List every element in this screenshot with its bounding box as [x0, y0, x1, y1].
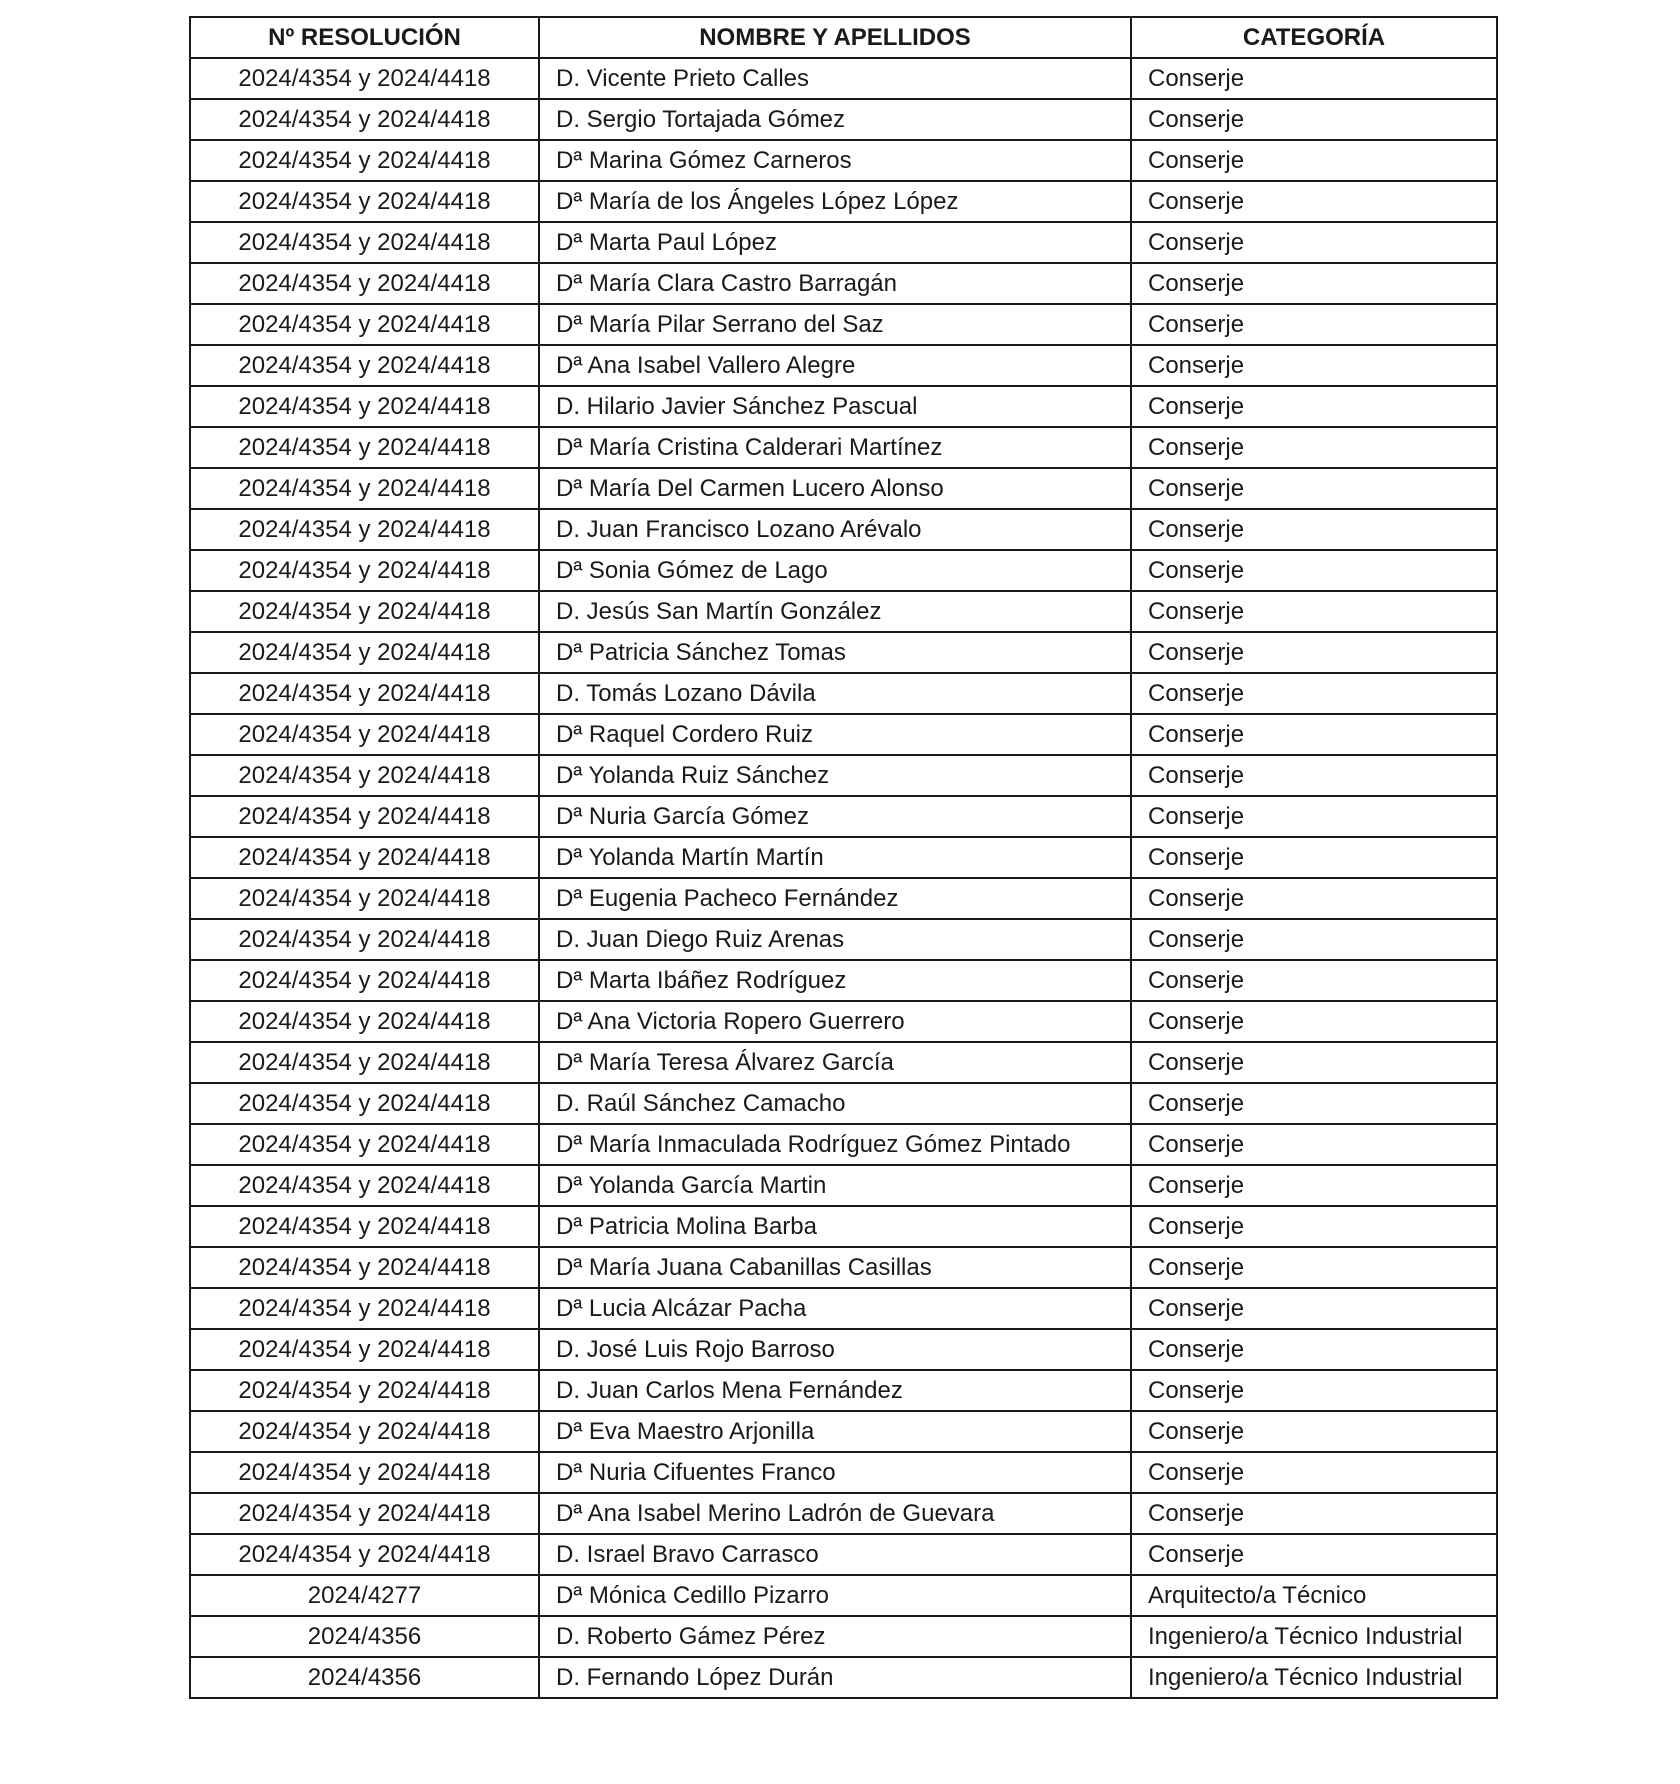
category-cell: Conserje [1131, 1534, 1497, 1575]
name-cell: D. Hilario Javier Sánchez Pascual [539, 386, 1131, 427]
category-cell: Conserje [1131, 960, 1497, 1001]
name-cell: D. Vicente Prieto Calles [539, 58, 1131, 99]
category-cell: Conserje [1131, 1165, 1497, 1206]
category-cell: Conserje [1131, 1411, 1497, 1452]
name-cell: Dª María Cristina Calderari Martínez [539, 427, 1131, 468]
name-cell: Dª María Del Carmen Lucero Alonso [539, 468, 1131, 509]
name-cell: D. Juan Carlos Mena Fernández [539, 1370, 1131, 1411]
resolution-cell: 2024/4354 y 2024/4418 [190, 1329, 539, 1370]
category-cell: Conserje [1131, 509, 1497, 550]
name-cell: D. Roberto Gámez Pérez [539, 1616, 1131, 1657]
category-cell: Conserje [1131, 386, 1497, 427]
resolution-cell: 2024/4354 y 2024/4418 [190, 1001, 539, 1042]
category-cell: Conserje [1131, 1206, 1497, 1247]
name-cell: D. Fernando López Durán [539, 1657, 1131, 1698]
name-cell: Dª María Juana Cabanillas Casillas [539, 1247, 1131, 1288]
table-row [190, 1165, 1497, 1206]
category-cell: Conserje [1131, 878, 1497, 919]
name-cell: Dª Nuria Cifuentes Franco [539, 1452, 1131, 1493]
table-row [190, 1411, 1497, 1452]
table-row [190, 1534, 1497, 1575]
table-row [190, 878, 1497, 919]
category-cell: Conserje [1131, 345, 1497, 386]
table-row [190, 1657, 1497, 1698]
name-cell: Dª Marta Ibáñez Rodríguez [539, 960, 1131, 1001]
table-row [190, 919, 1497, 960]
table-row [190, 427, 1497, 468]
name-cell: Dª María Teresa Álvarez García [539, 1042, 1131, 1083]
category-cell: Arquitecto/a Técnico [1131, 1575, 1497, 1616]
name-cell: D. Israel Bravo Carrasco [539, 1534, 1131, 1575]
resolution-cell: 2024/4356 [190, 1616, 539, 1657]
name-cell: Dª Yolanda Ruiz Sánchez [539, 755, 1131, 796]
table-row [190, 1493, 1497, 1534]
resolution-cell: 2024/4354 y 2024/4418 [190, 140, 539, 181]
table-row [190, 304, 1497, 345]
category-cell: Conserje [1131, 714, 1497, 755]
name-cell: D. Juan Diego Ruiz Arenas [539, 919, 1131, 960]
table-row [190, 960, 1497, 1001]
name-cell: Dª Nuria García Gómez [539, 796, 1131, 837]
table-row [190, 837, 1497, 878]
category-cell: Conserje [1131, 468, 1497, 509]
category-cell: Conserje [1131, 1452, 1497, 1493]
resolution-cell: 2024/4354 y 2024/4418 [190, 632, 539, 673]
name-cell: Dª Marta Paul López [539, 222, 1131, 263]
category-cell: Ingeniero/a Técnico Industrial [1131, 1616, 1497, 1657]
name-cell: Dª Lucia Alcázar Pacha [539, 1288, 1131, 1329]
table-row [190, 468, 1497, 509]
category-cell: Conserje [1131, 673, 1497, 714]
name-cell: Dª Raquel Cordero Ruiz [539, 714, 1131, 755]
resolution-cell: 2024/4354 y 2024/4418 [190, 960, 539, 1001]
resolution-cell: 2024/4354 y 2024/4418 [190, 1370, 539, 1411]
table-row [190, 591, 1497, 632]
resolution-cell: 2024/4354 y 2024/4418 [190, 1042, 539, 1083]
table-row [190, 140, 1497, 181]
category-cell: Conserje [1131, 1042, 1497, 1083]
table-row [190, 632, 1497, 673]
resolution-cell: 2024/4354 y 2024/4418 [190, 1165, 539, 1206]
name-cell: Dª Yolanda García Martin [539, 1165, 1131, 1206]
category-cell: Conserje [1131, 304, 1497, 345]
resolution-cell: 2024/4354 y 2024/4418 [190, 386, 539, 427]
name-cell: Dª Sonia Gómez de Lago [539, 550, 1131, 591]
table-row [190, 1083, 1497, 1124]
name-cell: Dª Patricia Sánchez Tomas [539, 632, 1131, 673]
resolution-cell: 2024/4354 y 2024/4418 [190, 550, 539, 591]
resolution-cell: 2024/4354 y 2024/4418 [190, 509, 539, 550]
resolution-cell: 2024/4356 [190, 1657, 539, 1698]
table-row [190, 222, 1497, 263]
category-cell: Conserje [1131, 1083, 1497, 1124]
resolution-cell: 2024/4354 y 2024/4418 [190, 181, 539, 222]
category-cell: Conserje [1131, 222, 1497, 263]
resolution-cell: 2024/4354 y 2024/4418 [190, 99, 539, 140]
name-cell: Dª María Clara Castro Barragán [539, 263, 1131, 304]
category-cell: Conserje [1131, 1370, 1497, 1411]
resolution-cell: 2024/4354 y 2024/4418 [190, 1124, 539, 1165]
header-category: CATEGORÍA [1131, 17, 1497, 58]
category-cell: Conserje [1131, 140, 1497, 181]
name-cell: Dª María de los Ángeles López López [539, 181, 1131, 222]
category-cell: Conserje [1131, 1247, 1497, 1288]
table-row [190, 58, 1497, 99]
resolution-cell: 2024/4354 y 2024/4418 [190, 1288, 539, 1329]
table-row [190, 1575, 1497, 1616]
category-cell: Conserje [1131, 1329, 1497, 1370]
appointments-table [189, 16, 1498, 1699]
resolution-cell: 2024/4354 y 2024/4418 [190, 58, 539, 99]
table-row [190, 1042, 1497, 1083]
resolution-cell: 2024/4354 y 2024/4418 [190, 1493, 539, 1534]
name-cell: Dª María Pilar Serrano del Saz [539, 304, 1131, 345]
table-row [190, 1329, 1497, 1370]
resolution-cell: 2024/4354 y 2024/4418 [190, 1534, 539, 1575]
category-cell: Conserje [1131, 1493, 1497, 1534]
table-row [190, 550, 1497, 591]
resolution-cell: 2024/4354 y 2024/4418 [190, 1247, 539, 1288]
table-body [190, 58, 1497, 1698]
resolution-cell: 2024/4354 y 2024/4418 [190, 919, 539, 960]
table-row [190, 345, 1497, 386]
name-cell: Dª Marina Gómez Carneros [539, 140, 1131, 181]
header-resolution: Nº RESOLUCIÓN [190, 17, 539, 58]
category-cell: Conserje [1131, 632, 1497, 673]
table-row [190, 755, 1497, 796]
name-cell: Dª Mónica Cedillo Pizarro [539, 1575, 1131, 1616]
category-cell: Conserje [1131, 181, 1497, 222]
category-cell: Conserje [1131, 427, 1497, 468]
name-cell: D. Juan Francisco Lozano Arévalo [539, 509, 1131, 550]
name-cell: D. José Luis Rojo Barroso [539, 1329, 1131, 1370]
resolution-cell: 2024/4277 [190, 1575, 539, 1616]
name-cell: Dª Yolanda Martín Martín [539, 837, 1131, 878]
table-row [190, 1206, 1497, 1247]
category-cell: Conserje [1131, 58, 1497, 99]
category-cell: Conserje [1131, 1001, 1497, 1042]
table-header-row [190, 17, 1497, 58]
resolution-cell: 2024/4354 y 2024/4418 [190, 673, 539, 714]
table-row [190, 1124, 1497, 1165]
category-cell: Conserje [1131, 1288, 1497, 1329]
name-cell: Dª María Inmaculada Rodríguez Gómez Pintado [539, 1124, 1131, 1165]
table-row [190, 1247, 1497, 1288]
name-cell: Dª Ana Victoria Ropero Guerrero [539, 1001, 1131, 1042]
name-cell: Dª Ana Isabel Merino Ladrón de Guevara [539, 1493, 1131, 1534]
table-row [190, 1616, 1497, 1657]
resolution-cell: 2024/4354 y 2024/4418 [190, 263, 539, 304]
name-cell: Dª Patricia Molina Barba [539, 1206, 1131, 1247]
table-row [190, 386, 1497, 427]
table-row [190, 714, 1497, 755]
table-row [190, 181, 1497, 222]
name-cell: D. Jesús San Martín González [539, 591, 1131, 632]
category-cell: Conserje [1131, 591, 1497, 632]
resolution-cell: 2024/4354 y 2024/4418 [190, 1083, 539, 1124]
table-row [190, 263, 1497, 304]
name-cell: Dª Ana Isabel Vallero Alegre [539, 345, 1131, 386]
category-cell: Conserje [1131, 755, 1497, 796]
table-row [190, 673, 1497, 714]
table-row [190, 1452, 1497, 1493]
resolution-cell: 2024/4354 y 2024/4418 [190, 468, 539, 509]
category-cell: Conserje [1131, 919, 1497, 960]
table-row [190, 1001, 1497, 1042]
category-cell: Conserje [1131, 837, 1497, 878]
resolution-cell: 2024/4354 y 2024/4418 [190, 222, 539, 263]
resolution-cell: 2024/4354 y 2024/4418 [190, 796, 539, 837]
name-cell: Dª Eugenia Pacheco Fernández [539, 878, 1131, 919]
resolution-cell: 2024/4354 y 2024/4418 [190, 1452, 539, 1493]
resolution-cell: 2024/4354 y 2024/4418 [190, 878, 539, 919]
name-cell: D. Raúl Sánchez Camacho [539, 1083, 1131, 1124]
category-cell: Conserje [1131, 550, 1497, 591]
table-row [190, 99, 1497, 140]
category-cell: Conserje [1131, 99, 1497, 140]
table-row [190, 1370, 1497, 1411]
table-row [190, 796, 1497, 837]
name-cell: D. Tomás Lozano Dávila [539, 673, 1131, 714]
resolution-cell: 2024/4354 y 2024/4418 [190, 1206, 539, 1247]
resolution-cell: 2024/4354 y 2024/4418 [190, 345, 539, 386]
table-row [190, 509, 1497, 550]
category-cell: Conserje [1131, 796, 1497, 837]
header-name: NOMBRE Y APELLIDOS [539, 17, 1131, 58]
category-cell: Conserje [1131, 263, 1497, 304]
resolution-cell: 2024/4354 y 2024/4418 [190, 837, 539, 878]
category-cell: Ingeniero/a Técnico Industrial [1131, 1657, 1497, 1698]
name-cell: Dª Eva Maestro Arjonilla [539, 1411, 1131, 1452]
resolution-cell: 2024/4354 y 2024/4418 [190, 427, 539, 468]
resolution-cell: 2024/4354 y 2024/4418 [190, 714, 539, 755]
resolution-cell: 2024/4354 y 2024/4418 [190, 1411, 539, 1452]
name-cell: D. Sergio Tortajada Gómez [539, 99, 1131, 140]
resolution-cell: 2024/4354 y 2024/4418 [190, 755, 539, 796]
resolution-cell: 2024/4354 y 2024/4418 [190, 304, 539, 345]
resolution-cell: 2024/4354 y 2024/4418 [190, 591, 539, 632]
table-row [190, 1288, 1497, 1329]
category-cell: Conserje [1131, 1124, 1497, 1165]
